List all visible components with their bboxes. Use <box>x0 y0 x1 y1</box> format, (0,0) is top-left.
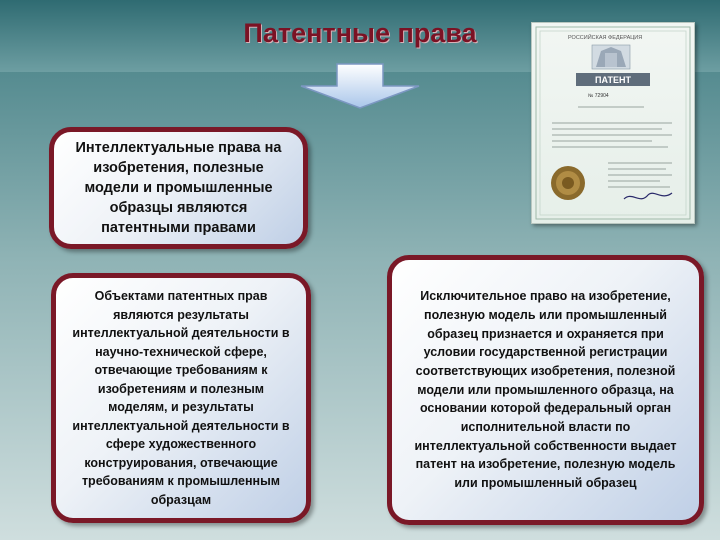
patent-rights-objects-text: Объектами патентных прав являются результаты интеллектуальной деятельности в научно-технической сфере, отвечающие требованиям к изобретениям и полезным моделям, и результаты интеллектуальной деятельности в сфере художественного конструирования, отвечающие требованиям к промышленным образцам <box>72 289 290 507</box>
patent-rights-objects-box <box>51 273 311 523</box>
slide-title: Патентные права <box>243 18 477 48</box>
patent-header: РОССИЙСКАЯ ФЕДЕРАЦИЯ <box>568 35 643 41</box>
exclusive-right-box <box>387 255 704 525</box>
seal-icon <box>551 166 585 200</box>
patent-certificate-drawing <box>532 23 694 223</box>
patent-word: ПАТЕНТ <box>594 75 632 85</box>
patent-number: № 72904 <box>588 93 609 99</box>
patent-certificate-image <box>531 22 695 224</box>
patent-rights-definition-box <box>49 127 308 249</box>
patent-rights-definition-text: Интеллектуальные права на изобретения, полезные модели и промышленные образцы являются патентными правами <box>75 140 282 236</box>
exclusive-right-text: Исключительное право на изобретение, полезную модель или промышленный образец признается и охраняется при условии государственной регистрации соответствующих изобретения, полезной модели или промышленного образца, на основании которой федеральный орган исполнительной власти по интеллектуальной собственности выдает патент на изобретение, полезную модель или промышленный образец <box>414 289 677 491</box>
emblem-icon <box>592 45 630 69</box>
down-arrow-icon <box>295 62 425 110</box>
